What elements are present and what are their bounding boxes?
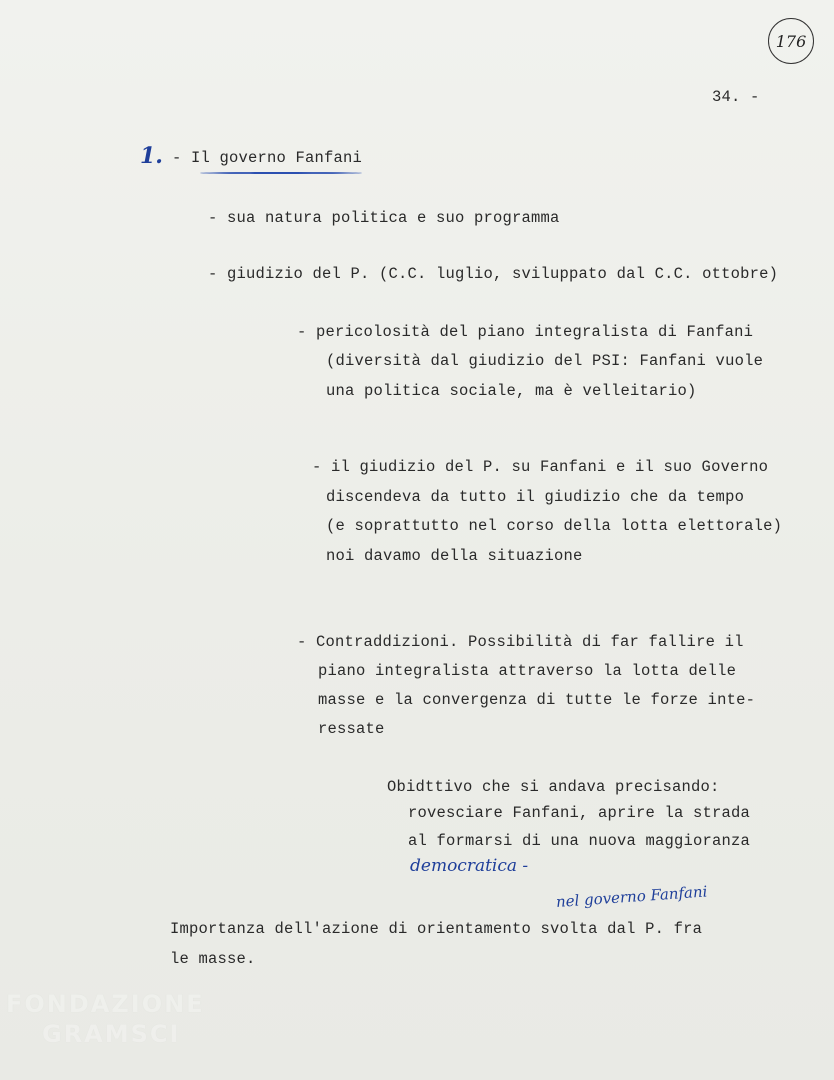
handwritten-insert: nel governo Fanfani xyxy=(555,882,708,911)
bleed-through-shadow xyxy=(291,13,829,266)
point-nature: - sua natura politica e suo programma xyxy=(208,209,560,227)
objective-line: Obidttivo che si andava precisando: xyxy=(387,778,720,796)
subpoint3-line: masse e la convergenza di tutte le forze inte- xyxy=(318,691,756,709)
watermark-line: FONDAZIONE xyxy=(6,990,205,1018)
objective-line: rovesciare Fanfani, aprire la strada xyxy=(408,804,751,822)
handwritten-objective: democratica - xyxy=(410,856,529,876)
subpoint2-line: - il giudizio del P. su Fanfani e il suo Governo xyxy=(312,458,769,476)
closing-line: Importanza dell'azione di orientamento svolta dal P. fra xyxy=(170,920,703,938)
objective-line: al formarsi di una nuova maggioranza xyxy=(408,832,751,850)
page-number: 34. - xyxy=(712,88,760,106)
subpoint1-line: una politica sociale, ma è velleitario) xyxy=(326,382,697,400)
subpoint3-line: piano integralista attraverso la lotta delle xyxy=(318,662,737,680)
subpoint2-line: noi davamo della situazione xyxy=(326,547,583,565)
archive-number-circle xyxy=(768,18,814,64)
closing-line: le masse. xyxy=(170,950,256,968)
subpoint3-line: - Contraddizioni. Possibilità di far fallire il xyxy=(297,633,744,651)
subpoint3-line: ressate xyxy=(318,720,385,738)
title-underline xyxy=(200,172,362,174)
section-number: 1. xyxy=(140,143,163,169)
subpoint2-line: discendeva da tutto il giudizio che da tempo xyxy=(326,488,745,506)
section-title: - Il governo Fanfani xyxy=(172,149,363,167)
archive-number: 176 xyxy=(775,31,807,51)
fondazione-gramsci-watermark xyxy=(6,990,206,1070)
subpoint2-line: (e soprattutto nel corso della lotta elettorale) xyxy=(326,517,783,535)
point-judgement: - giudizio del P. (C.C. luglio, sviluppato dal C.C. ottobre) xyxy=(208,265,779,283)
subpoint1-line: - pericolosità del piano integralista di Fanfani xyxy=(297,323,754,341)
subpoint1-line: (diversità dal giudizio del PSI: Fanfani vuole xyxy=(326,352,764,370)
watermark-line: GRAMSCI xyxy=(42,1020,181,1048)
